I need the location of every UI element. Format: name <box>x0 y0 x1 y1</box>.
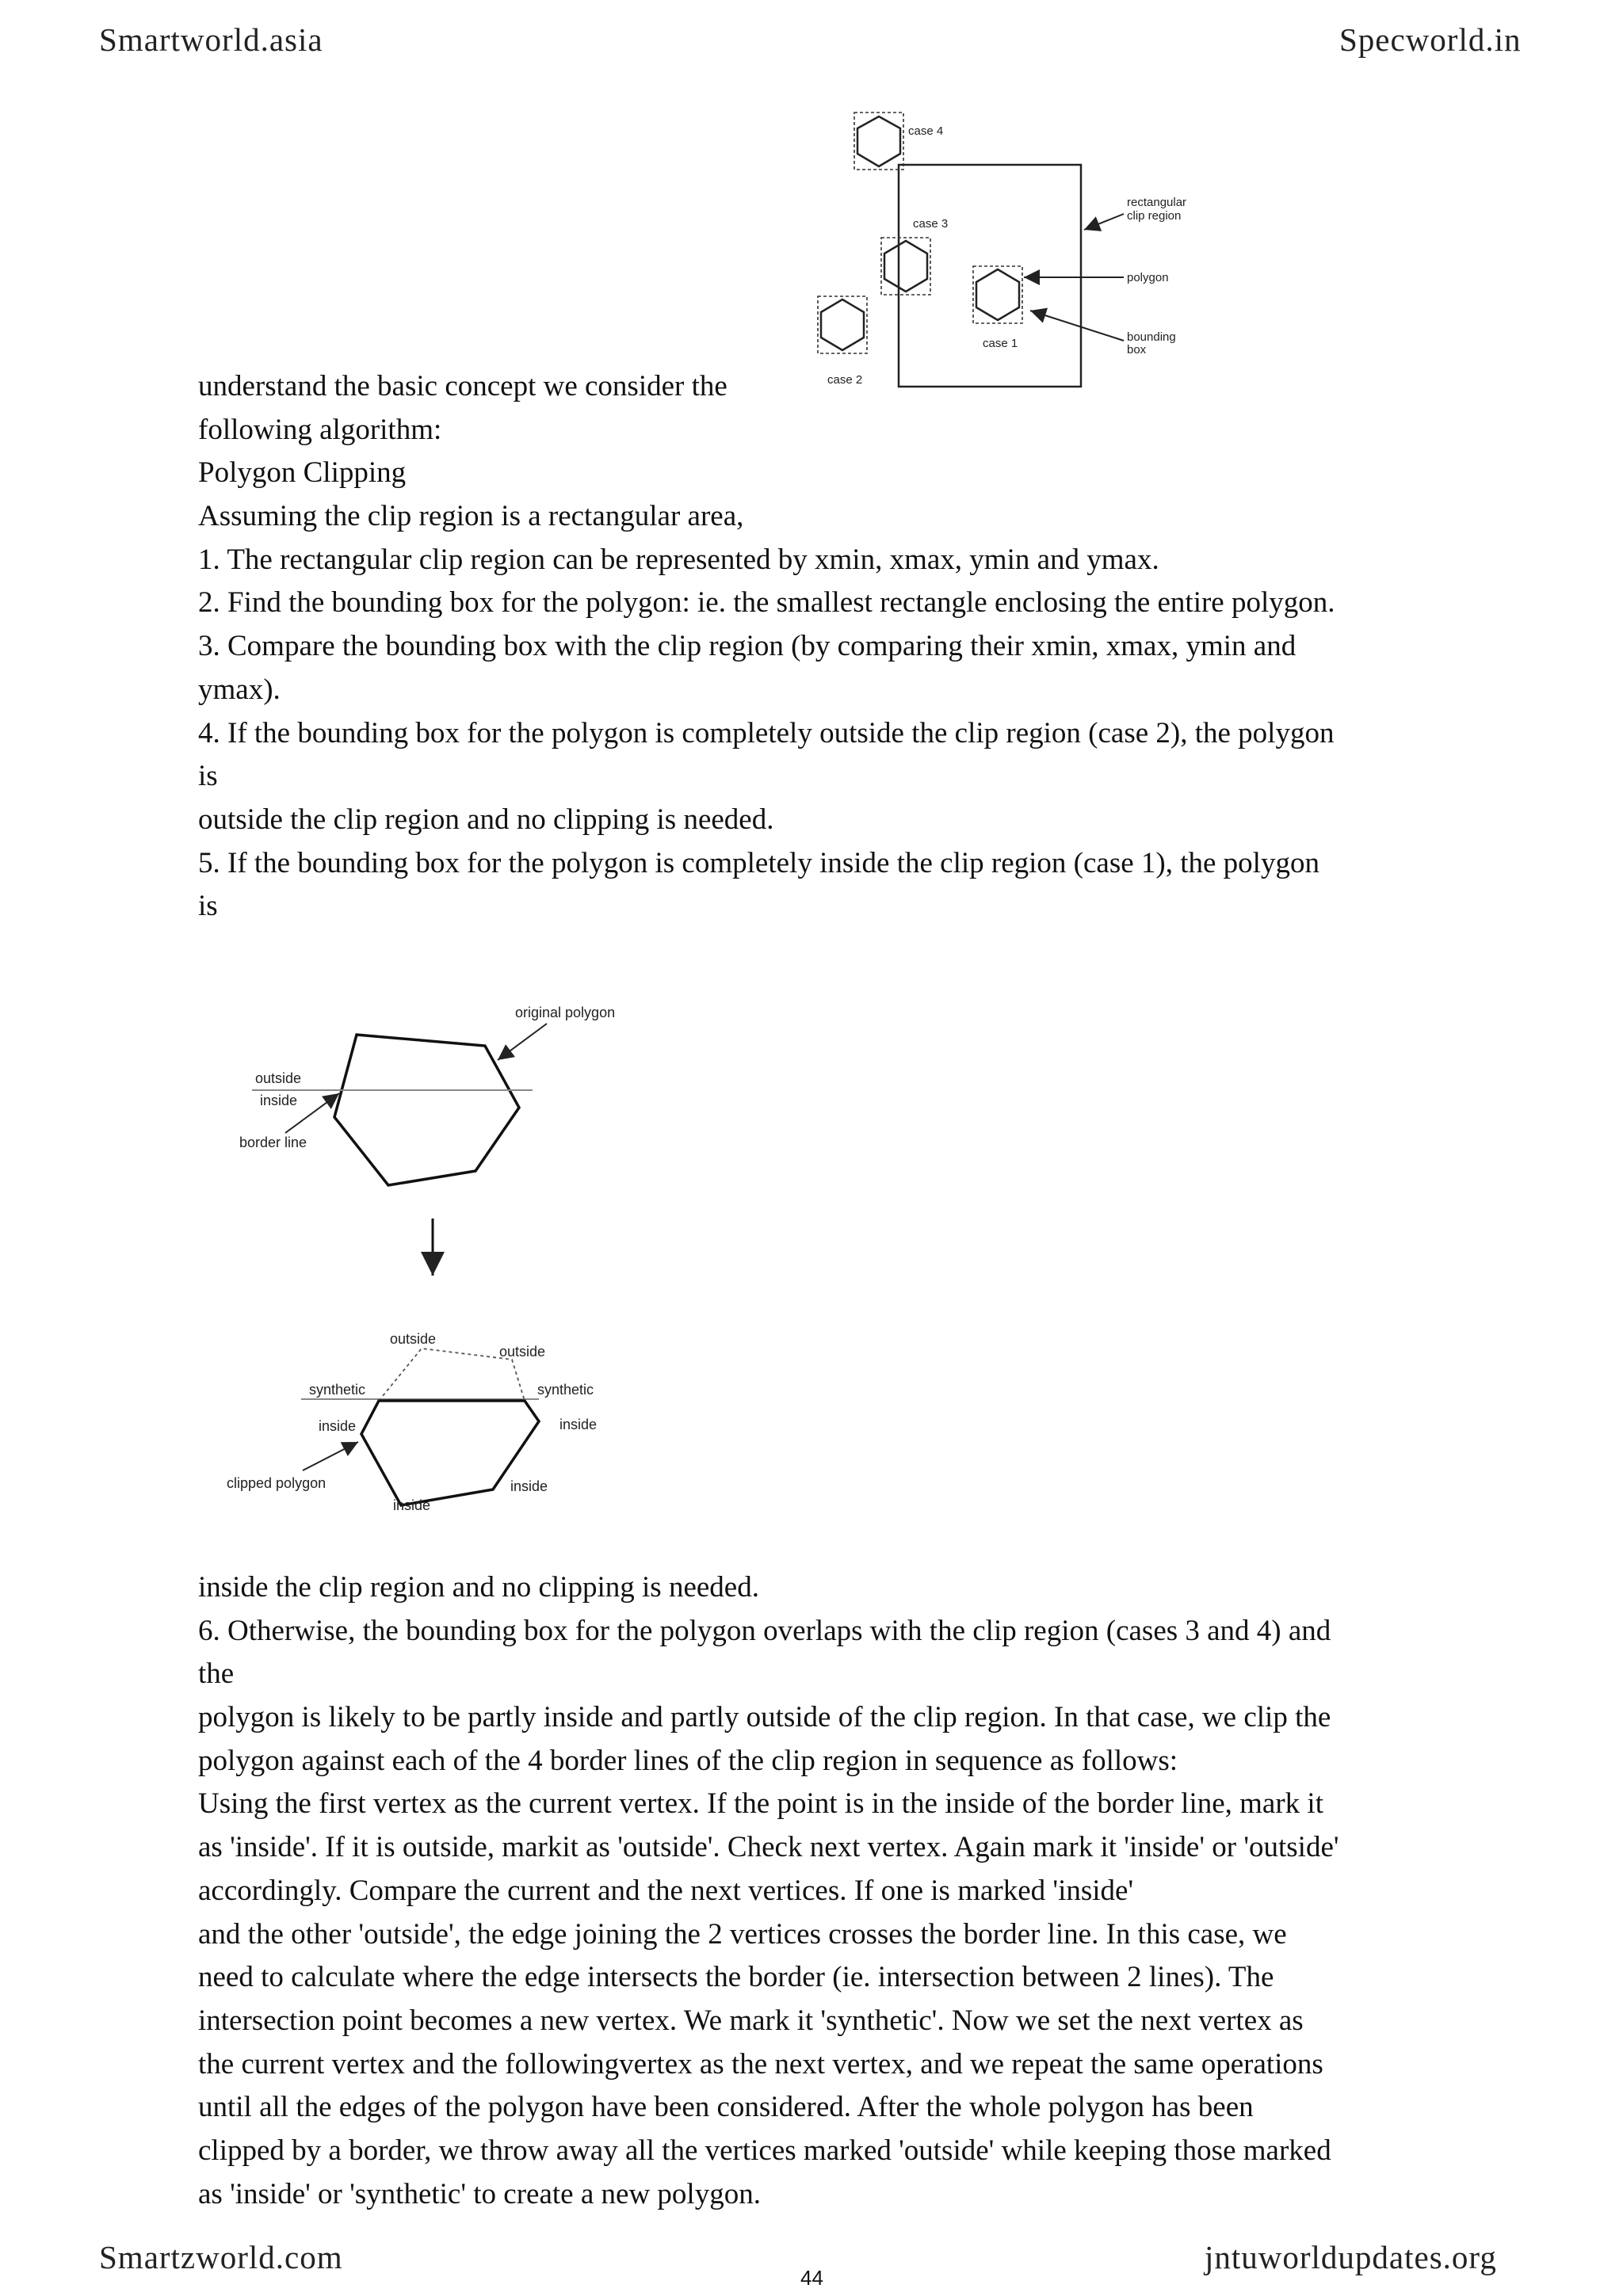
inside-bottom-right-label: inside <box>510 1478 548 1494</box>
rect-clip-label-line1: rectangular <box>1127 196 1187 209</box>
inside-bottom-label: inside <box>393 1497 431 1513</box>
case4-bounding-box <box>854 113 903 170</box>
inside-right-label: inside <box>559 1417 598 1432</box>
rect-clip-label-line2: clip region <box>1127 209 1182 223</box>
text-line: and the other 'outside', the edge joining the 2 vertices crosses the border line. In this case, we <box>198 1917 1287 1951</box>
case4-label: case 4 <box>908 124 944 138</box>
text-line: intersection point becomes a new vertex. We mark it 'synthetic'. Now we set the next vertex as <box>198 2004 1304 2037</box>
outside-vertex-label-a: outside <box>390 1331 437 1347</box>
bounding-box-label-line1: bounding <box>1127 330 1176 344</box>
header-left: Smartworld.asia <box>99 21 323 58</box>
text-line: polygon is likely to be partly inside and partly outside of the clip region. In that case, we clip the <box>198 1701 1331 1734</box>
text-line: the <box>198 1657 235 1691</box>
clip-cases-figure <box>800 103 1244 388</box>
page-number: 44 <box>800 2266 823 2290</box>
case3-label: case 3 <box>913 217 949 231</box>
text-line: is <box>198 890 218 923</box>
text-line: inside the clip region and no clipping is needed. <box>198 1571 759 1604</box>
text-line: the current vertex and the followingvertex as the next vertex, and we repeat the same operations <box>198 2047 1323 2081</box>
synthetic-right-label: synthetic <box>537 1382 594 1398</box>
text-line: until all the edges of the polygon have been considered. After the whole polygon has been <box>198 2091 1254 2124</box>
case2-polygon <box>821 299 864 350</box>
rect-clip-arrow <box>1084 214 1124 230</box>
text-line: clipped by a border, we throw away all the vertices marked 'outside' while keeping those marked <box>198 2134 1331 2167</box>
footer-left: Smartzworld.com <box>99 2239 343 2275</box>
text-line: following algorithm: <box>198 413 442 446</box>
bounding-box-label-line2: box <box>1127 343 1147 357</box>
polygon-clipping-figure <box>206 990 682 1513</box>
synthetic-left-label: synthetic <box>309 1382 366 1398</box>
text-block-top <box>198 365 1335 929</box>
rectangular-clip-region <box>899 165 1081 387</box>
bounding-box-arrow <box>1030 311 1124 341</box>
header-right: Specworld.in <box>1339 21 1522 58</box>
text-line: Using the first vertex as the current vertex. If the point is in the inside of the border line, mark it <box>198 1787 1323 1821</box>
case3-polygon <box>884 241 927 292</box>
text-line: 4. If the bounding box for the polygon is completely outside the clip region (case 2), the polygon <box>198 716 1335 749</box>
polygon-label: polygon <box>1127 271 1169 284</box>
case3-bounding-box <box>881 238 930 295</box>
case2-label: case 2 <box>827 373 863 387</box>
text-line: as 'inside' or 'synthetic' to create a new polygon. <box>198 2177 761 2210</box>
text-line: understand the basic concept we consider the <box>198 370 727 402</box>
original-polygon <box>334 1035 519 1185</box>
text-line: as 'inside'. If it is outside, markit as 'outside'. Check next vertex. Again mark it 'inside' or 'outside' <box>198 1831 1339 1864</box>
case1-bounding-box <box>973 266 1022 323</box>
text-line: polygon against each of the 4 border lines of the clip region in sequence as follows: <box>198 1744 1178 1777</box>
text-line: Assuming the clip region is a rectangular area, <box>198 500 744 533</box>
original-polygon-arrow <box>498 1024 547 1060</box>
clipped-polygon-label: clipped polygon <box>227 1475 327 1491</box>
text-line: ymax). <box>198 673 281 706</box>
text-line: Polygon Clipping <box>198 456 407 490</box>
border-line-label: border line <box>239 1135 307 1150</box>
text-line: accordingly. Compare the current and the next vertices. If one is marked 'inside' <box>198 1874 1134 1907</box>
footer-right: jntuworldupdates.org <box>1205 2239 1497 2275</box>
original-polygon-label: original polygon <box>515 1005 616 1020</box>
text-line: outside the clip region and no clipping is needed. <box>198 803 774 836</box>
text-line: is <box>198 760 218 793</box>
case1-label: case 1 <box>983 337 1018 350</box>
case4-polygon <box>857 116 900 166</box>
text-line: 2. Find the bounding box for the polygon: ie. the smallest rectangle enclosing the entire polygon. <box>198 586 1335 620</box>
text-line: 6. Otherwise, the bounding box for the polygon overlaps with the clip region (cases 3 and 4) and <box>198 1614 1331 1647</box>
text-line: 1. The rectangular clip region can be represented by xmin, xmax, ymin and ymax. <box>198 543 1159 576</box>
clipped-polygon-arrow <box>303 1442 358 1470</box>
text-block-bottom <box>198 1566 1339 2216</box>
text-line: need to calculate where the edge intersects the border (ie. intersection between 2 lines). The <box>198 1961 1274 1994</box>
text-line: 5. If the bounding box for the polygon is completely inside the clip region (case 1), the polygon <box>198 846 1319 879</box>
outside-vertex-label-b: outside <box>499 1344 546 1360</box>
inside-label: inside <box>260 1093 298 1108</box>
outside-label: outside <box>255 1070 302 1086</box>
text-line: 3. Compare the bounding box with the clip region (by comparing their xmin, xmax, ymin and <box>198 630 1296 663</box>
case2-bounding-box <box>818 296 867 353</box>
inside-left-label: inside <box>319 1418 357 1434</box>
case1-polygon <box>976 269 1019 320</box>
